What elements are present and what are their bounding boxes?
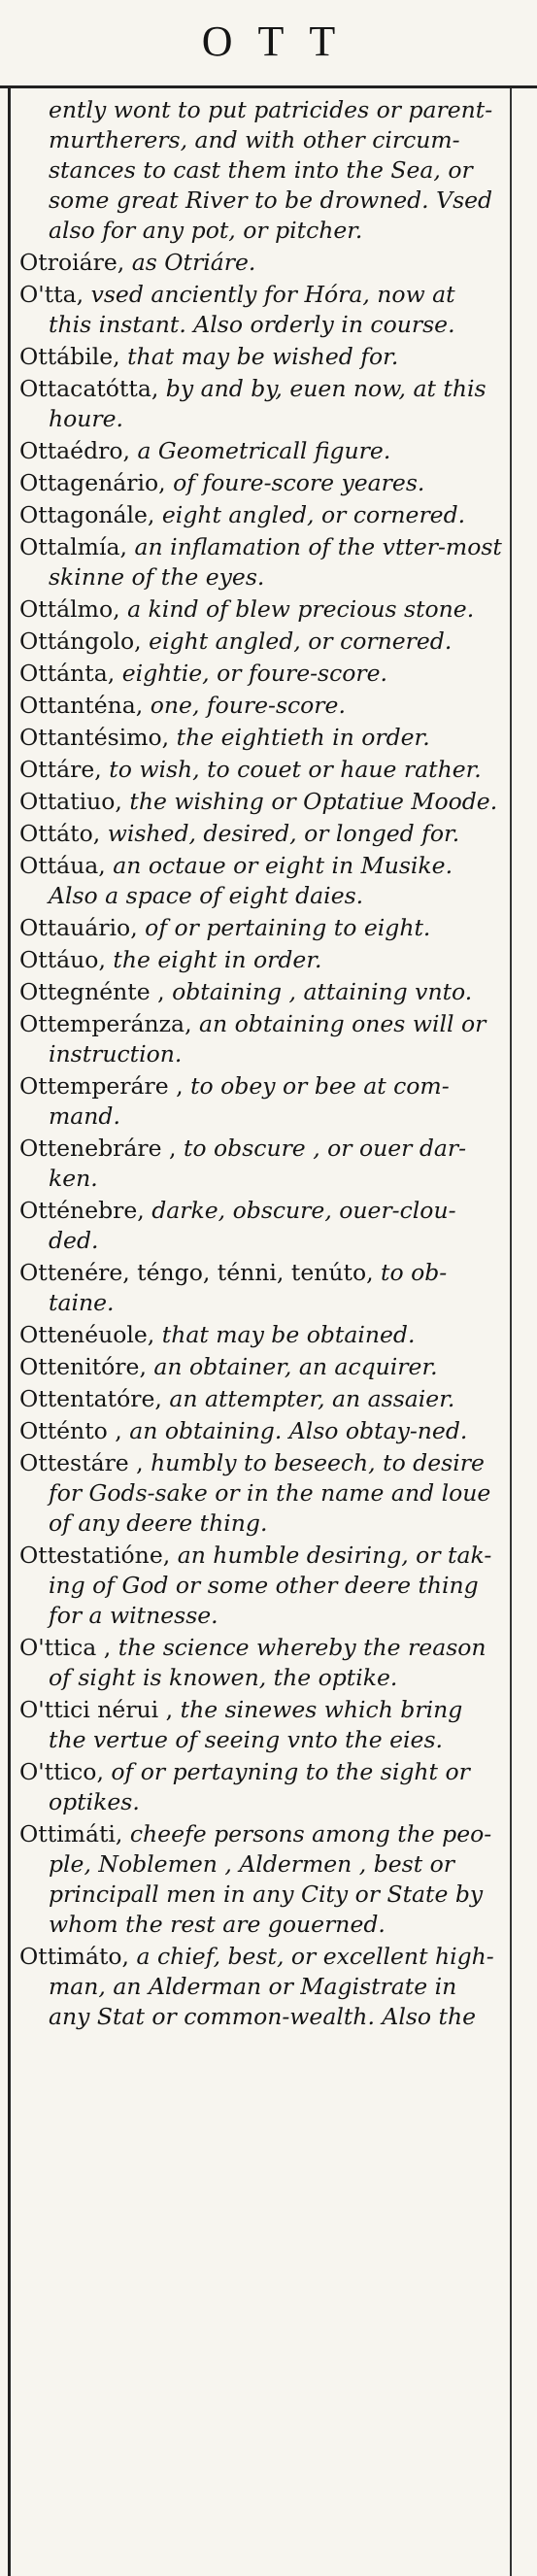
entry-headword: Ottenebráre , bbox=[19, 1135, 177, 1162]
dictionary-entry bbox=[19, 755, 505, 785]
dictionary-entry bbox=[19, 248, 505, 278]
entry-headword: Ottestáre , bbox=[19, 1449, 144, 1476]
entry-headword: Ottestatióne, bbox=[19, 1542, 171, 1569]
entry-definition: eight angled, or cornered. bbox=[161, 501, 466, 528]
entry-definition: eight angled, or cornered. bbox=[149, 627, 453, 655]
entry-headword: Ottegnénte , bbox=[19, 978, 165, 1005]
entry-definition: the science whereby the reason of sight is knowen, the optike. bbox=[49, 1634, 487, 1691]
entry-headword: Ottánta, bbox=[19, 660, 116, 687]
dictionary-entry bbox=[19, 945, 505, 975]
dictionary-entry bbox=[19, 532, 505, 593]
entry-definition: an obtainer, an acquirer. bbox=[153, 1353, 438, 1380]
entry-definition: to ob-taine. bbox=[49, 1259, 448, 1316]
dictionary-entry bbox=[19, 1009, 505, 1069]
entry-definition: the eightieth in order. bbox=[176, 724, 430, 751]
entry-definition: the wishing or Optatiue Moode. bbox=[129, 788, 498, 815]
dictionary-entry bbox=[19, 819, 505, 849]
entry-headword: Ottemperáre , bbox=[19, 1072, 184, 1100]
column-rule-right bbox=[510, 88, 512, 2576]
entry-definition: a kind of blew precious stone. bbox=[127, 595, 475, 623]
dictionary-entry bbox=[19, 1258, 505, 1318]
entry-definition: as Otriáre. bbox=[131, 249, 256, 276]
entry-list bbox=[19, 95, 505, 2034]
dictionary-entry bbox=[19, 1352, 505, 1382]
entry-headword: Ottángolo, bbox=[19, 627, 142, 655]
entry-headword: O'ttici nérui , bbox=[19, 1696, 174, 1723]
entry-definition: wished, desired, or longed for. bbox=[107, 820, 460, 847]
dictionary-entry bbox=[19, 280, 505, 340]
dictionary-entry bbox=[19, 851, 505, 911]
entry-headword: Ottálmo, bbox=[19, 595, 120, 623]
dictionary-entry bbox=[19, 1071, 505, 1132]
entry-headword: Ottalmía, bbox=[19, 533, 127, 560]
dictionary-entry bbox=[19, 1320, 505, 1350]
dictionary-entry bbox=[19, 1196, 505, 1256]
entry-headword: Ottagenário, bbox=[19, 469, 166, 496]
entry-headword: Ottaédro, bbox=[19, 437, 130, 464]
dictionary-entry bbox=[19, 627, 505, 657]
entry-definition: ently wont to put patricides or parent-murtherers, and with other circum-stances to cast them into the Sea, or some great River to be drowned. Vsed also for any pot, or pitcher. bbox=[49, 96, 493, 244]
entry-definition: an attempter, an assaier. bbox=[169, 1385, 455, 1412]
entry-headword: Ottábile, bbox=[19, 343, 120, 370]
dictionary-entry bbox=[19, 913, 505, 943]
dictionary-entry bbox=[19, 1384, 505, 1414]
entry-definition: an octaue or eight in Musike. Also a space of eight daies. bbox=[49, 852, 453, 909]
entry-definition: that may be obtained. bbox=[161, 1321, 416, 1348]
entry-headword: Ottenére, téngo, ténni, tenúto, bbox=[19, 1259, 374, 1286]
dictionary-entry bbox=[19, 594, 505, 625]
entry-definition: of or pertaining to eight. bbox=[145, 914, 431, 941]
entry-definition: a Geometricall figure. bbox=[137, 437, 391, 464]
dictionary-entry bbox=[19, 787, 505, 817]
entry-headword: Ottacatótta, bbox=[19, 375, 159, 402]
entry-definition: by and by, euen now, at this houre. bbox=[49, 375, 487, 432]
dictionary-entry bbox=[19, 1416, 505, 1446]
dictionary-entry bbox=[19, 374, 505, 434]
dictionary-entry bbox=[19, 342, 505, 372]
entry-definition: eightie, or foure-score. bbox=[121, 660, 388, 687]
entry-headword: Otroiáre, bbox=[19, 249, 125, 276]
entry-definition: that may be wished for. bbox=[127, 343, 399, 370]
page-header-title: OTT bbox=[201, 17, 361, 65]
dictionary-entry bbox=[19, 977, 505, 1007]
dictionary-entry bbox=[19, 1134, 505, 1194]
entry-definition: the sinewes which bring the vertue of seeing vnto the eies. bbox=[49, 1696, 463, 1753]
dictionary-entry bbox=[19, 1757, 505, 1817]
entry-headword: Ottemperánza, bbox=[19, 1010, 192, 1037]
entry-headword: Ottimáti, bbox=[19, 1820, 123, 1847]
dictionary-entry bbox=[19, 1541, 505, 1631]
entry-headword: Ottimáto, bbox=[19, 1943, 130, 1970]
dictionary-entry bbox=[19, 1819, 505, 1940]
entry-definition: an obtaining ones will or instruction. bbox=[49, 1010, 487, 1068]
dictionary-entry bbox=[19, 723, 505, 753]
entry-headword: Ottáre, bbox=[19, 756, 102, 783]
entry-definition: to wish, to couet or haue rather. bbox=[109, 756, 482, 783]
entry-definition: darke, obscure, ouer-clou-ded. bbox=[49, 1197, 456, 1254]
entry-headword: Ottáuo, bbox=[19, 946, 106, 973]
entry-headword: Ottatiuo, bbox=[19, 788, 122, 815]
entry-headword: Ottantésimo, bbox=[19, 724, 170, 751]
entry-definition: an humble desiring, or tak-ing of God or some other deere thing for a witnesse. bbox=[49, 1542, 492, 1629]
dictionary-entry bbox=[19, 659, 505, 689]
dictionary-entry bbox=[19, 95, 505, 246]
entry-definition: the eight in order. bbox=[113, 946, 322, 973]
entry-definition: one, foure-score. bbox=[150, 692, 346, 719]
dictionary-entry bbox=[19, 691, 505, 721]
dictionary-entry bbox=[19, 1695, 505, 1755]
entry-headword: Otténto , bbox=[19, 1417, 122, 1444]
entry-headword: O'tta, bbox=[19, 281, 84, 308]
entry-definition: cheefe persons among the peo-ple, Noblemen , Aldermen , best or principall men in any City or State by whom the rest are gouerned. bbox=[49, 1820, 492, 1938]
dictionary-entry bbox=[19, 500, 505, 530]
entry-definition: vsed anciently for Hóra, now at this instant. Also orderly in course. bbox=[49, 281, 455, 338]
entry-headword: Ottáua, bbox=[19, 852, 106, 879]
dictionary-entry bbox=[19, 1448, 505, 1539]
entry-definition: an obtaining. Also obtay-ned. bbox=[129, 1417, 468, 1444]
header-rule bbox=[0, 85, 537, 88]
dictionary-entry bbox=[19, 468, 505, 498]
column-rule-left bbox=[8, 88, 11, 2576]
entry-definition: obtaining , attaining vnto. bbox=[172, 978, 473, 1005]
entry-headword: Otténebre, bbox=[19, 1197, 145, 1224]
entry-headword: Ottagonále, bbox=[19, 501, 155, 528]
dictionary-entry bbox=[19, 1942, 505, 2032]
dictionary-entry bbox=[19, 436, 505, 466]
entry-headword: Ottenéuole, bbox=[19, 1321, 155, 1348]
entry-headword: Ottauário, bbox=[19, 914, 138, 941]
entry-definition: humbly to beseech, to desire for Gods-sake or in the name and loue of any deere thing. bbox=[49, 1449, 491, 1537]
entry-headword: O'ttico, bbox=[19, 1758, 104, 1785]
entry-definition: a chief, best, or excellent high-man, an Alderman or Magistrate in any Stat or common-wealth. Also the bbox=[49, 1943, 494, 2030]
entry-headword: Ottáto, bbox=[19, 820, 101, 847]
entry-headword: Ottenitóre, bbox=[19, 1353, 147, 1380]
entry-definition: to obey or bee at com-mand. bbox=[49, 1072, 450, 1130]
entry-definition: of or pertayning to the sight or optikes. bbox=[49, 1758, 470, 1815]
entry-definition: an inflamation of the vtter-most skinne of the eyes. bbox=[49, 533, 502, 591]
entry-headword: Ottanténa, bbox=[19, 692, 144, 719]
entry-headword: O'ttica , bbox=[19, 1634, 112, 1661]
entry-headword: Ottentatóre, bbox=[19, 1385, 162, 1412]
entry-definition: to obscure , or ouer dar-ken. bbox=[49, 1135, 467, 1192]
entry-definition: of foure-score yeares. bbox=[173, 469, 425, 496]
dictionary-entry bbox=[19, 1633, 505, 1693]
